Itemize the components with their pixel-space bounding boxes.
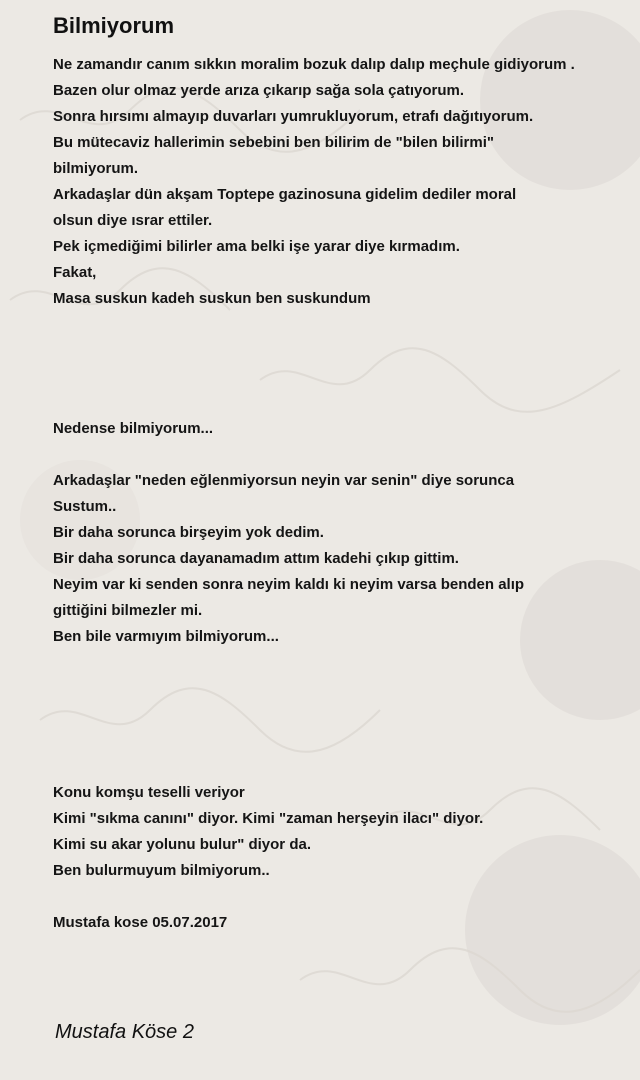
poem-line: Sonra hırsımı almayıp duvarları yumrukluyorum, etrafı dağıtıyorum. xyxy=(53,108,534,125)
poem-content xyxy=(53,12,633,936)
poem-line: Bu mütecaviz hallerimin sebebini ben bilirim de "bilen bilirmi" xyxy=(53,134,494,151)
author-date: Mustafa kose 05.07.2017 xyxy=(53,914,228,931)
poem-line: Nedense bilmiyorum... xyxy=(53,420,214,437)
stanza-4 xyxy=(53,780,633,884)
poem-line: Sustum.. xyxy=(53,498,117,515)
poem-line: Bir daha sorunca dayanamadım attım kadehi çıkıp gittim. xyxy=(53,550,459,567)
poem-line: Pek içmediğimi bilirler ama belki işe yarar diye kırmadım. xyxy=(53,238,460,255)
poem-line: Neyim var ki senden sonra neyim kaldı ki neyim varsa benden alıp xyxy=(53,576,525,593)
blank-line xyxy=(53,312,633,338)
poem-line: Ne zamandır canım sıkkın moralim bozuk dalıp dalıp meçhule gidiyorum . xyxy=(53,56,575,73)
poem-line: bilmiyorum. xyxy=(53,160,139,177)
poem-line: olsun diye ısrar ettiler. xyxy=(53,212,213,229)
blank-line xyxy=(53,754,633,780)
poem-line: Kimi "sıkma canını" diyor. Kimi "zaman herşeyin ilacı" diyor. xyxy=(53,810,484,827)
blank-line xyxy=(53,364,633,390)
blank-line xyxy=(53,390,633,416)
poem-line: Ben bulurmuyum bilmiyorum.. xyxy=(53,862,270,879)
blank-line xyxy=(53,442,633,468)
poem-line: Bazen olur olmaz yerde arıza çıkarıp sağa sola çatıyorum. xyxy=(53,82,464,99)
blank-line xyxy=(53,650,633,676)
blank-line xyxy=(53,728,633,754)
poem-line: Kimi su akar yolunu bulur" diyor da. xyxy=(53,836,311,853)
stanza-2 xyxy=(53,416,633,442)
poem-line: Ben bile varmıyım bilmiyorum... xyxy=(53,628,279,645)
blank-line xyxy=(53,884,633,910)
poem-title: Bilmiyorum xyxy=(53,13,175,38)
blank-line xyxy=(53,338,633,364)
poem-line: Masa suskun kadeh suskun ben suskundum xyxy=(53,290,371,307)
poem-line: Konu komşu teselli veriyor xyxy=(53,784,245,801)
poem-line: gittiğini bilmezler mi. xyxy=(53,602,203,619)
stanza-3 xyxy=(53,468,633,650)
poem-line: Bir daha sorunca birşeyim yok dedim. xyxy=(53,524,324,541)
blank-line xyxy=(53,676,633,702)
poem-line: Fakat, xyxy=(53,264,97,281)
author-signature: Mustafa Köse 2 xyxy=(55,1021,194,1043)
blank-line xyxy=(53,702,633,728)
poem-line: Arkadaşlar dün akşam Toptepe gazinosuna gidelim dediler moral xyxy=(53,186,517,203)
stanza-1 xyxy=(53,52,633,312)
poem-line: Arkadaşlar "neden eğlenmiyorsun neyin var senin" diye sorunca xyxy=(53,472,515,489)
